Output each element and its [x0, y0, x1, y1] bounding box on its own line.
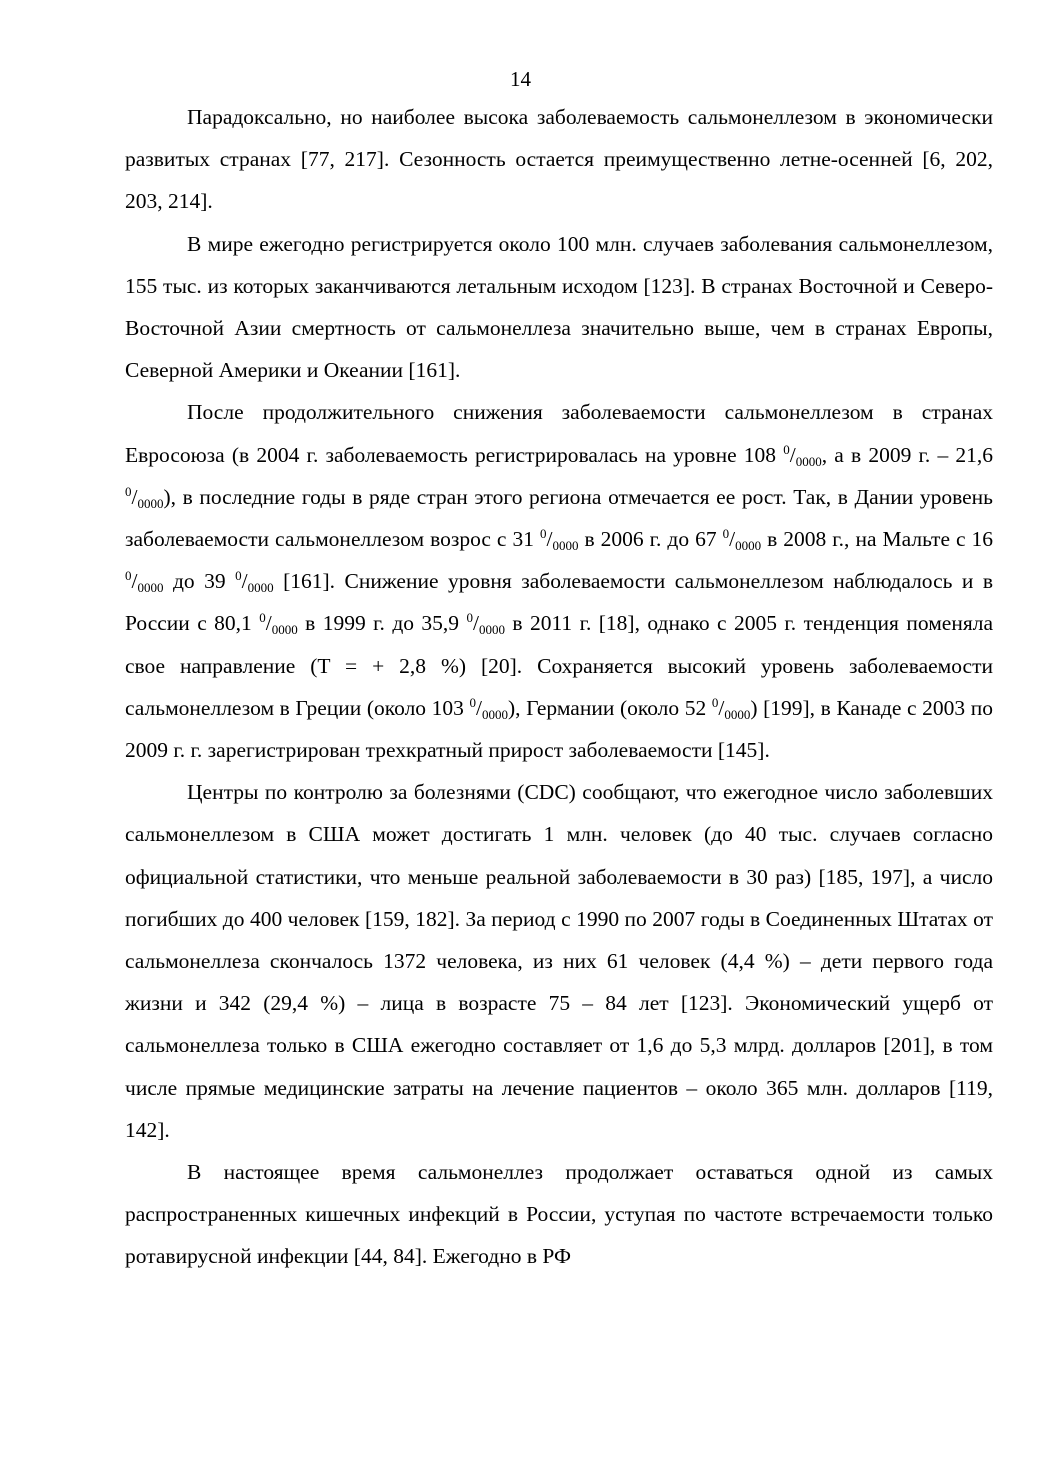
rate-unit-denominator: 0000: [478, 622, 505, 638]
rate-unit-denominator: 0000: [271, 622, 298, 638]
rate-unit: $^0/_{0000}$: [722, 526, 762, 554]
paragraph-3-segment-8: в 1999 г. до 35,9: [305, 611, 460, 636]
paragraph-3-segment-5: в 2008 г., на Мальте с 16: [767, 527, 994, 552]
paragraph-4: Центры по контролю за болезнями (CDC) сообщают, что ежегодное число заболевших сальмонеллезом в США может достигать 1 млн. человек (до 40 тыс. случаев согласно официальной статистики, что меньше реальной заболеваемости в 30 раз) [185, 197], а число погибших до 400 человек [159, 182]. За период с 1990 по 2007 годы в Соединенных Штатах от сальмонеллеза скончалось 1372 человека, из них 61 человек (4,4 %) – дети первого года жизни и 342 (29,4 %) – лица в возрасте 75 – 84 лет [123]. Экономический ущерб от сальмонеллеза только в США ежегодно составляет от 1,6 до 5,3 млрд. долларов [201], в том числе прямые медицинские затраты на лечение пациентов – около 365 млн. долларов [119, 142].: [125, 780, 993, 1142]
paragraph-2: В мире ежегодно регистрируется около 100 млн. случаев заболевания сальмонеллезом, 155 тыс. из которых заканчиваются летальным исходом [123]. В странах Восточной и Северо-Восточной Азии смертность от сальмонеллеза значительно выше, чем в странах Европы, Северной Америки и Океании [161].: [125, 231, 993, 383]
rate-unit-denominator: 0000: [481, 706, 508, 722]
paragraph-3-segment-9: в 2011 г. [18], однако с 2005 г. тенденция поменяла свое направление (T = + 2,8 %) [20]. Сохраняется высокий уровень заболеваемости сальмонеллезом в Греции (около 103: [125, 611, 994, 720]
rate-unit-numerator: 0: [722, 526, 730, 542]
paragraph-3-segment-6: до 39: [172, 569, 226, 594]
paragraph-3: [125, 391, 993, 771]
rate-unit: $^0/_{0000}$: [125, 483, 164, 511]
paragraph-3-segment-7: [161]. Снижение уровня заболеваемости сальмонеллезом наблюдалось и в России с 80,1: [125, 569, 994, 636]
rate-unit-numerator: 0: [711, 694, 719, 710]
paragraph-5: В настоящее время сальмонеллез продолжает оставаться одной из самых распространенных кишечных инфекций в России, уступая по частоте встречаемости только ротавирусной инфекции [44, 84]. Ежегодно в РФ: [125, 1160, 993, 1269]
rate-unit-numerator: 0: [466, 610, 473, 626]
rate-unit-numerator: 0: [539, 526, 547, 542]
paragraph-3-segment-3: ), в последние годы в ряде стран этого региона отмечается ее рост. Так, в Дании уровень заболеваемости сальмонеллезом возрос с 31: [125, 484, 993, 552]
rate-unit-denominator: 0000: [247, 580, 274, 596]
rate-unit: $^0/_{0000}$: [711, 694, 751, 722]
rate-unit-denominator: 0000: [552, 538, 579, 554]
rate-unit-numerator: 0: [783, 441, 790, 457]
rate-unit: $^0/_{0000}$: [125, 568, 164, 596]
paragraph-3-segment-10: ), Германии (около 52: [507, 695, 707, 720]
paragraph-3-segment-4: в 2006 г. до 67: [584, 527, 717, 552]
rate-unit: $^0/_{0000}$: [783, 441, 822, 469]
rate-unit: $^0/_{0000}$: [466, 610, 505, 638]
paragraph-3-segment-11: ) [199], в Канаде с 2003 по 2009 г. г. зарегистрирован трехкратный прирост заболеваемости [145].: [125, 695, 994, 763]
rate-unit: $^0/_{0000}$: [469, 694, 508, 722]
paragraph-1: Парадоксально, но наиболее высока заболеваемость сальмонеллезом в экономически развитых странах [77, 217]. Сезонность остается преимущественно летне-осенней [6, 202, 203, 214].: [125, 105, 993, 214]
rate-unit-denominator: 0000: [735, 538, 762, 554]
paragraph-3-segment-2: , а в 2009 г. – 21,6: [821, 442, 994, 467]
rate-unit-numerator: 0: [235, 568, 242, 584]
paragraph-3-segment-1: После продолжительного снижения заболеваемости сальмонеллезом в странах Евросоюза (в 2004 г. заболеваемость регистрировалась на уровне 108: [125, 400, 993, 467]
rate-unit-numerator: 0: [125, 568, 132, 584]
rate-unit-numerator: 0: [259, 610, 266, 626]
body-text: [125, 96, 993, 1278]
rate-unit: $^0/_{0000}$: [235, 568, 274, 596]
rate-unit-denominator: 0000: [724, 706, 751, 722]
rate-unit: $^0/_{0000}$: [539, 526, 579, 554]
rate-unit-denominator: 0000: [137, 495, 164, 511]
rate-unit-numerator: 0: [125, 483, 132, 499]
rate-unit-numerator: 0: [469, 694, 476, 710]
rate-unit-denominator: 0000: [795, 453, 822, 469]
rate-unit: $^0/_{0000}$: [259, 610, 298, 638]
page-number: 14: [510, 67, 531, 91]
rate-unit-denominator: 0000: [137, 580, 164, 596]
